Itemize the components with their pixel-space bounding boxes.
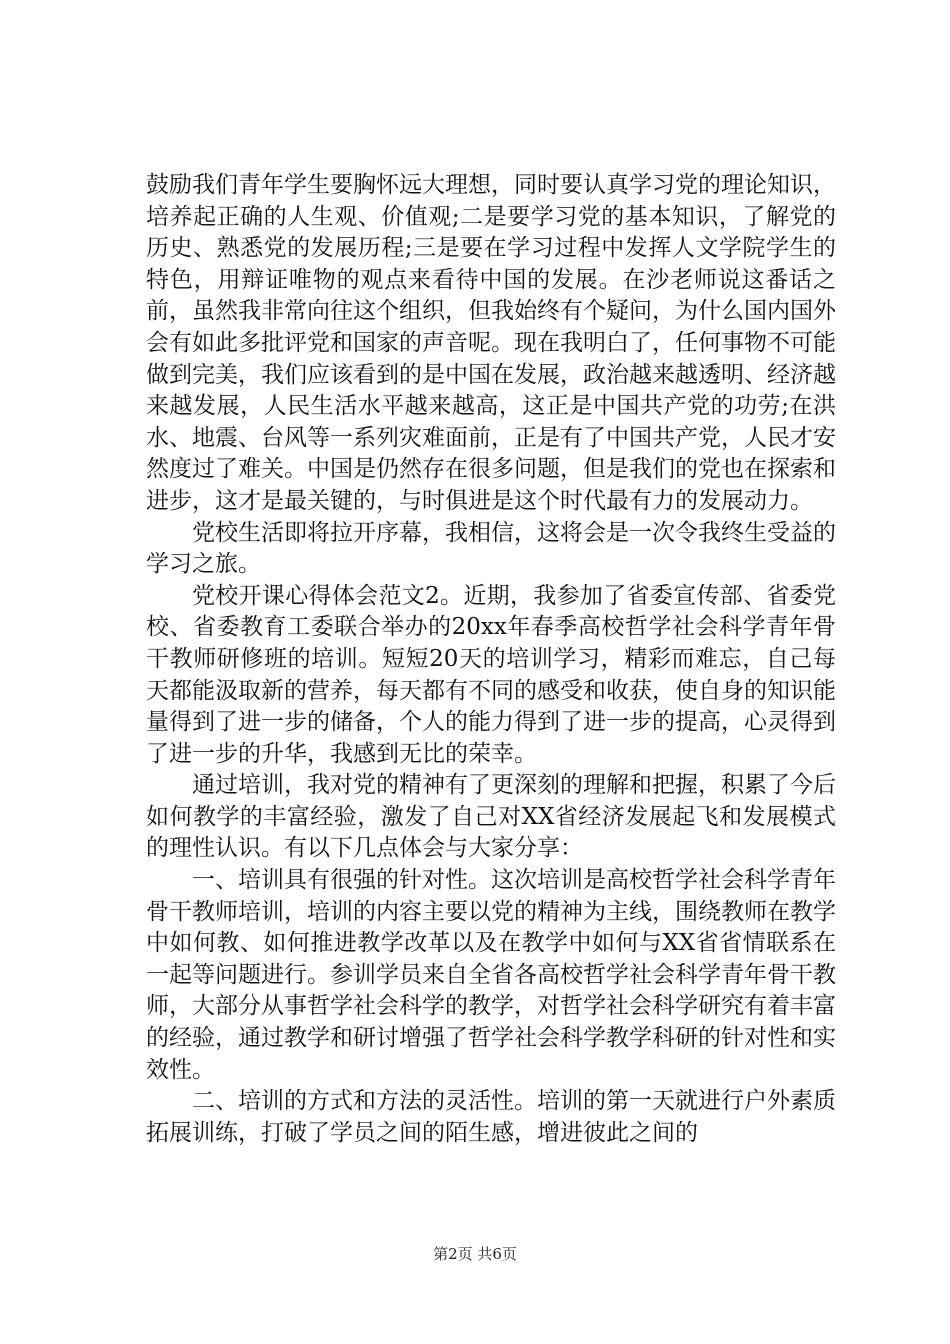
paragraph: 二、培训的方式和方法的灵活性。培训的第一天就进行户外素质拓展训练，打破了学员之间的陌生感，增进彼此之间的 bbox=[146, 1088, 836, 1146]
paragraph: 一、培训具有很强的针对性。这次培训是高校哲学社会科学青年骨干教师培训，培训的内容主要以党的精神为主线，围绕教师在教学中如何教、如何推进教学改革以及在教学中如何与XX省省情联系在一起等问题进行。参训学员来自全省各高校哲学社会科学青年骨干教师，大部分从事哲学社会科学的教学，对哲学社会科学研究有着丰富的经验，通过教学和研讨增强了哲学社会科学教学科研的针对性和实效性。 bbox=[146, 867, 836, 1083]
paragraph: 党校开课心得体会范文2。近期，我参加了省委宣传部、省委党校、省委教育工委联合举办的20xx年春季高校哲学社会科学青年骨干教师研修班的培训。短短20天的培训学习，精彩而难忘，自己每天都能汲取新的营养，每天都有不同的感受和收获，使自身的知识能量得到了进一步的储备，个人的能力得到了进一步的提高，心灵得到了进一步的升华，我感到无比的荣幸。 bbox=[146, 582, 836, 767]
paragraph: 党校生活即将拉开序幕，我相信，这将会是一次令我终生受益的学习之旅。 bbox=[146, 519, 836, 578]
paragraph: 通过培训，我对党的精神有了更深刻的理解和把握，积累了今后如何教学的丰富经验，激发了自己对XX省经济发展起飞和发展模式的理性认识。有以下几点体会与大家分享： bbox=[146, 772, 836, 862]
document-body bbox=[146, 170, 836, 1149]
paragraph-continuation: 鼓励我们青年学生要胸怀远大理想，同时要认真学习党的理论知识，培养起正确的人生观、价值观;二是要学习党的基本知识，了解党的历史、熟悉党的发展历程;三是要在学习过程中发挥人文学院学生的特色，用辩证唯物的观点来看待中国的发展。在沙老师说这番话之前，虽然我非常向往这个组织，但我始终有个疑问，为什么国内国外会有如此多批评党和国家的声音呢。现在我明白了，任何事物不可能做到完美，我们应该看到的是中国在发展，政治越来越透明、经济越来越发展，人民生活水平越来越高，这正是中国共产党的功劳;在洪水、地震、台风等一系列灾难面前，正是有了中国共产党，人民才安然度过了难关。中国是仍然存在很多问题，但是我们的党也在探索和进步，这才是最关键的，与时俱进是这个时代最有力的发展动力。 bbox=[146, 172, 836, 514]
page-footer: 第2页 共6页 bbox=[433, 1245, 517, 1263]
